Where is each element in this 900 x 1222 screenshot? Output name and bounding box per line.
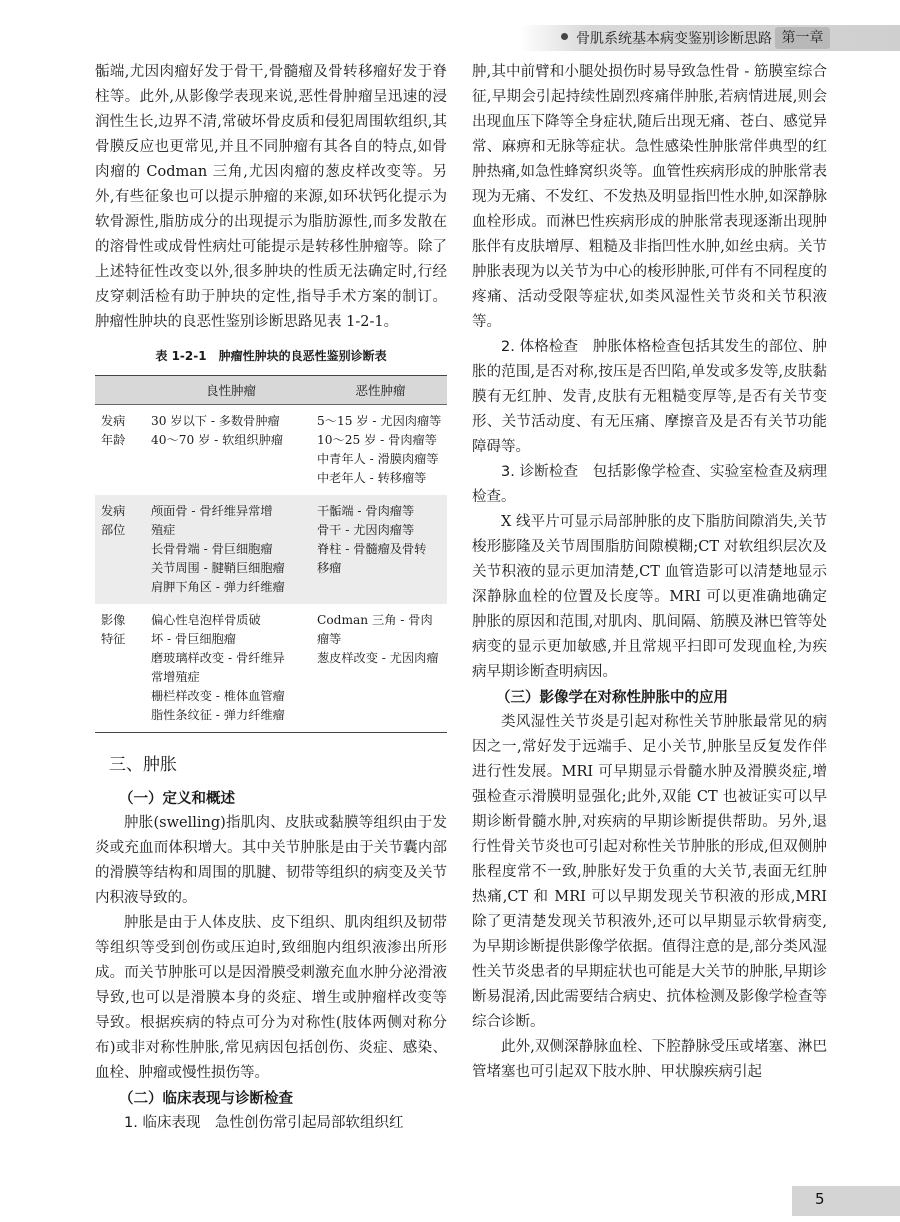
page-number-box xyxy=(792,1186,900,1216)
running-header-title: 骨肌系统基本病变鉴别诊断思路 xyxy=(576,31,772,47)
table-row xyxy=(95,405,447,496)
table-row xyxy=(95,495,447,604)
paragraph xyxy=(95,1111,447,1136)
section-heading: 三、肿胀 xyxy=(109,755,177,775)
paragraph: 肿胀是由于人体皮肤、皮下组织、肌肉组织及韧带等组织等受到创伤或压迫时,致细胞内组织液渗出所形成。而关节肿胀可以是因滑膜受刺激充血水肿分泌滑液导致,也可以是滑膜本身的炎症、增生或肿瘤样改变等导致。根据疾病的特点可分为对称性(肢体两侧对称分布)或非对称性肿胀,常见病因包括创伤、炎症、感染、血栓、肿瘤或慢性损伤等。 xyxy=(95,915,447,1081)
inline-text: 肿胀体格检查包括其发生的部位、肿胀的范围,是否对称,按压是否凹陷,单发或多发等,皮肤黏膜有无红肿、发青,皮肤有无粗糙变厚等,是否有关节变形、关节活动度、有无压痛、摩擦音及是否有关节功能障碍等。 xyxy=(472,339,828,455)
malignant-cell: 5～15 岁 - 尤因肉瘤等 10～25 岁 - 骨肉瘤等 中青年人 - 滑膜肉瘤等 中老年人 - 转移瘤等 xyxy=(317,414,442,485)
inline-heading: 3. 诊断检查 xyxy=(501,464,579,480)
table-header-benign: 良性肿瘤 xyxy=(148,376,314,405)
paragraph xyxy=(472,335,827,460)
paragraph: 类风湿性关节炎是引起对称性关节肿胀最常见的病因之一,常好发于远端手、足小关节,肿胀呈反复发作伴进行性发展。MRI 可早期显示骨髓水肿及滑膜炎症,增强检查示滑膜明显强化;此外,双能 CT 也被证实可以早期诊断骨髓水肿,对疾病的早期诊断提供帮助。另外,退行性骨关节炎也可引起对称性关节肿胀的形成,但双侧肿胀程度常不一致,肿胀好发于负重的大关节,表面无红肿热痛,CT 和 MRI 可以早期发现关节积液的形成,MRI 除了更清楚发现关节积液外,还可以早期显示软骨病变,为早期诊断提供影像学依据。值得注意的是,部分类风湿性关节炎患者的早期症状也可能是大关节的肿胀,早期诊断易混淆,因此需要结合病史、抗体检测及影像学检查等综合诊断。 xyxy=(472,714,827,1030)
paragraph: 肿胀(swelling)指肌肉、皮肤或黏膜等组织由于发炎或充血而体积增大。其中关节肿胀是由于关节囊内部的滑膜等结构和周围的肌腱、韧带等组织的病变及关节内积液导致的。 xyxy=(95,815,447,906)
inline-heading: 2. 体格检查 xyxy=(501,339,579,355)
page-number: 5 xyxy=(815,1190,825,1208)
benign-cell: 30 岁以下 - 多数骨肿瘤 40～70 岁 - 软组织肿瘤 xyxy=(151,414,284,447)
right-column xyxy=(472,60,827,1085)
subsection-heading: （二）临床表现与诊断检查 xyxy=(119,1090,293,1107)
table-header-malignant: 恶性肿瘤 xyxy=(314,376,447,405)
inline-heading: 1. 临床表现 xyxy=(124,1115,201,1131)
benign-cell: 偏心性皂泡样骨质破 坏 - 骨巨细胞瘤 磨玻璃样改变 - 骨纤维异 常增殖症 栅栏样改变 - 椎体血管瘤 脂性条纹征 - 弹力纤维瘤 xyxy=(148,604,314,733)
paragraph: 此外,双侧深静脉血栓、下腔静脉受压或堵塞、淋巴管堵塞也可引起双下肢水肿、甲状腺疾病引起 xyxy=(472,1039,827,1080)
paragraph-intro: 骺端,尤因肉瘤好发于骨干,骨髓瘤及骨转移瘤好发于脊柱等。此外,从影像学表现来说,恶性骨肿瘤呈迅速的浸润性生长,边界不清,常破坏骨皮质和侵犯周围软组织,其骨膜反应也更常见,并且不同肿瘤有其各自的特点,如骨肉瘤的 Codman 三角,尤因肉瘤的葱皮样改变等。另外,有些征象也可以提示肿瘤的来源,如环状钙化提示为软骨源性,脂肪成分的出现提示为脂肪源性,而多发散在的溶骨性或成骨性病灶可能提示是转移性肿瘤等。除了上述特征性改变以外,很多肿块的性质无法确定时,行经皮穿刺活检有助于肿块的定性,指导手术方案的制订。肿瘤性肿块的良恶性鉴别诊断思路见表 1-2-1。 xyxy=(95,64,447,330)
row-label: 发病 年龄 xyxy=(101,414,126,447)
table-header-empty xyxy=(95,376,148,405)
bullet-dot-icon xyxy=(561,33,568,40)
paragraph: 肿,其中前臂和小腿处损伤时易导致急性骨 - 筋膜室综合征,早期会引起持续性剧烈疼痛伴肿胀,若病情进展,则会出现血压下降等全身症状,随后出现无痛、苍白、感觉异常、麻痹和无脉等症状。急性感染性肿胀常伴典型的红肿热痛,如急性蜂窝织炎等。血管性疾病形成的肿胀常表现为无痛、不发红、不发热及明显指凹性水肿,如深静脉血栓形成。而淋巴性疾病形成的肿胀常表现逐渐出现肿胀伴有皮肤增厚、粗糙及非指凹性水肿,如丝虫病。关节肿胀表现为以关节为中心的梭形肿胀,可伴有不同程度的疼痛、活动受限等症状,如类风湿性关节炎和关节积液等。 xyxy=(472,64,827,330)
malignant-cell: Codman 三角 - 骨肉瘤等 葱皮样改变 - 尤因肉瘤 xyxy=(314,604,447,733)
benign-cell: 颅面骨 - 骨纤维异常增 殖症 长骨骨端 - 骨巨细胞瘤 关节周围 - 腱鞘巨细胞瘤 肩胛下角区 - 弹力纤维瘤 xyxy=(148,495,314,604)
subsection-heading: （一）定义和概述 xyxy=(119,790,235,807)
malignant-cell: 干骺端 - 骨肉瘤等 骨干 - 尤因肉瘤等 脊柱 - 骨髓瘤及骨转 移瘤 xyxy=(314,495,447,604)
chapter-tab: 第一章 xyxy=(775,27,830,49)
paragraph xyxy=(472,460,827,510)
diagnosis-table xyxy=(95,375,447,733)
paragraph: X 线平片可显示局部肿胀的皮下脂肪间隙消失,关节梭形膨隆及关节周围脂肪间隙模糊;CT 对软组织层次及关节积液的显示更加清楚,CT 血管造影可以清楚地显示深静脉血栓的位置及长度等。MRI 可以更准确地确定肿胀的原因和范围,对肌肉、肌间隔、筋膜及淋巴管等处病变的显示更加敏感,并且常规平扫即可发现血栓,为疾病早期诊断查明病因。 xyxy=(472,514,827,680)
subsection-heading: （三）影像学在对称性肿胀中的应用 xyxy=(496,689,728,706)
inline-text: 包括影像学检查、实验室检查及病理检查。 xyxy=(472,464,828,505)
inline-text: 急性创伤常引起局部软组织红 xyxy=(214,1115,404,1131)
table-caption: 表 1-2-1 肿瘤性肿块的良恶性鉴别诊断表 xyxy=(155,349,387,363)
row-label: 发病 部位 xyxy=(95,495,148,604)
table-row xyxy=(95,604,447,733)
row-label: 影像 特征 xyxy=(95,604,148,733)
left-column xyxy=(95,60,447,1136)
